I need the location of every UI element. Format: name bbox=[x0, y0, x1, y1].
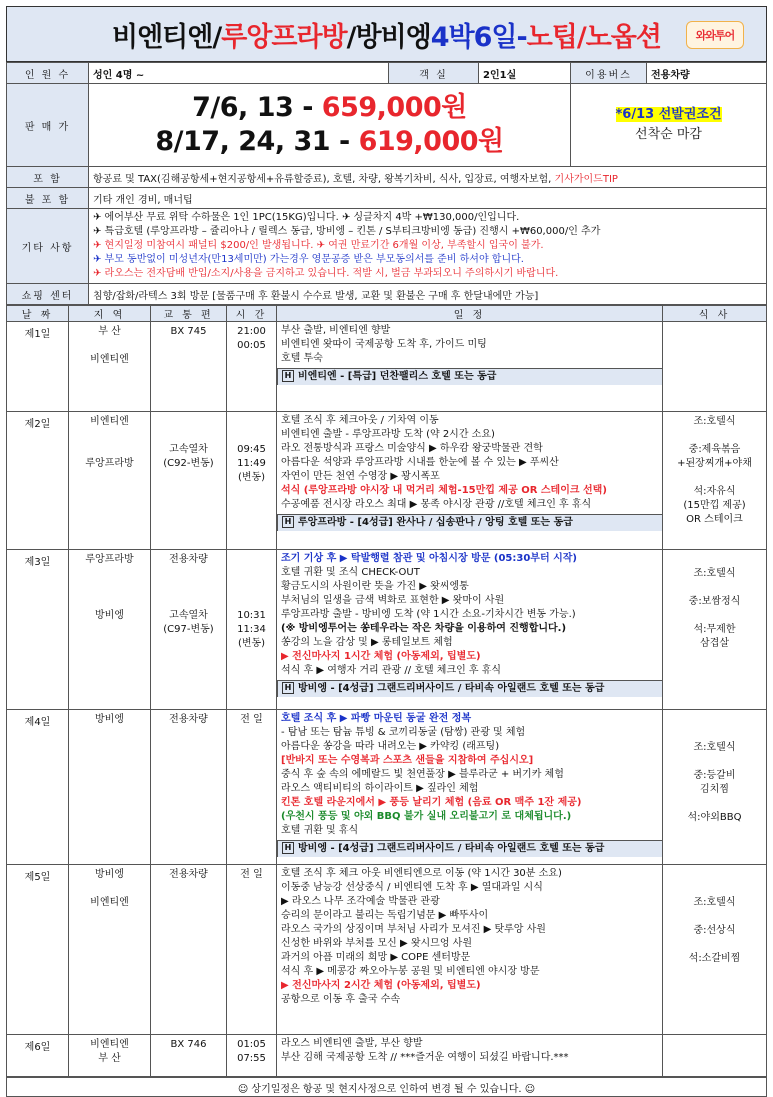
transport-line: 전용차량 bbox=[169, 714, 208, 725]
schedule-line: 아름다운 석양과 루앙프라방 시내를 한눈에 볼 수 있는 ▶ 푸씨산 bbox=[281, 457, 559, 468]
schedule-line: 석식 (루앙프라방 야시장 내 먹거리 체험-15만낍 제공 OR 스테이크 선택) bbox=[281, 485, 607, 496]
region-line: 방비엥 bbox=[95, 714, 124, 725]
etc-line: ✈ 에어부산 무료 위탁 수하물은 1인 1PC(15KG)입니다. ✈ 싱글차지 4박 +₩130,000/인입니다. bbox=[93, 212, 520, 223]
etc-line: ✈ 특급호텔 (루앙프라방 – 쥴리아나 / 릴렉스 동급, 방비엥 – 킨톤 / S부티크방비엥 동급) 진행시 +₩60,000/인 추가 bbox=[93, 226, 601, 237]
day-transport bbox=[151, 1035, 227, 1077]
time-line: 01:05 bbox=[237, 1039, 266, 1050]
meal-line: 중:등갈비 bbox=[693, 770, 736, 781]
time-line: 10:31 bbox=[237, 610, 266, 621]
hotel-icon: H bbox=[282, 682, 294, 694]
schedule-line: (※ 방비엥투어는 쏭테우라는 작은 차량을 이용하여 진행합니다.) bbox=[281, 623, 567, 634]
hotel-name: 방비엥 - [4성급] 그랜드리버사이드 / 타비속 아일랜드 호텔 또는 동급 bbox=[298, 843, 605, 854]
meal-line bbox=[667, 868, 762, 882]
day-region bbox=[69, 412, 151, 550]
meal-line: 조:호텔식 bbox=[693, 742, 736, 753]
tour-logo: 와와투어 bbox=[686, 21, 744, 49]
schedule-line: 비엔티엔 왓따이 국제공항 도착 후, 가이드 미팅 bbox=[281, 339, 487, 350]
day-transport bbox=[151, 412, 227, 550]
col-day: 날 짜 bbox=[7, 306, 69, 322]
time-line: 00:05 bbox=[237, 340, 266, 351]
day-meals bbox=[663, 550, 767, 710]
hotel-name: 방비엥 - [4성급] 그랜드리버사이드 / 타비속 아일랜드 호텔 또는 동급 bbox=[298, 683, 605, 694]
schedule-line: 부산 출발, 비엔티엔 향발 bbox=[281, 325, 391, 336]
time-line bbox=[231, 429, 272, 443]
schedule-line: 호텔 귀환 및 조식 CHECK-OUT bbox=[281, 567, 420, 578]
meal-line bbox=[667, 581, 762, 595]
region-line bbox=[73, 882, 146, 896]
transport-line: 전용차량 bbox=[169, 869, 208, 880]
day-label: 제2일 bbox=[7, 412, 69, 550]
time-line: 21:00 bbox=[237, 326, 266, 337]
day-time bbox=[227, 550, 277, 710]
transport-line: 전용차량 bbox=[169, 554, 208, 565]
day-schedule bbox=[277, 322, 663, 412]
day-meals bbox=[663, 865, 767, 1035]
time-line bbox=[231, 581, 272, 595]
title-part4: 4박6일- bbox=[430, 21, 527, 53]
meal-line bbox=[667, 755, 762, 769]
itinerary-page bbox=[6, 6, 767, 1097]
exclude-value: 기타 개인 경비, 매너팁 bbox=[89, 188, 767, 209]
meal-line: +된장찌개+야채 bbox=[677, 458, 752, 469]
include-label: 포 함 bbox=[7, 167, 89, 188]
day-label: 제5일 bbox=[7, 865, 69, 1035]
region-line: 방비엥 bbox=[95, 869, 124, 880]
time-line bbox=[231, 415, 272, 429]
room-label: 객 실 bbox=[389, 63, 479, 84]
schedule-line: 부산 김해 국제공항 도착 // ***즐거운 여행이 되셨길 바랍니다.*** bbox=[281, 1052, 569, 1063]
meal-line bbox=[667, 713, 762, 727]
day-schedule bbox=[277, 865, 663, 1035]
schedule-line: 과거의 아픔 미래의 희망 ▶ COPE 센터방문 bbox=[281, 952, 471, 963]
price-dates-2: 8/17, 24, 31 - bbox=[155, 126, 359, 157]
price-amount-1: 659,000원 bbox=[321, 92, 467, 123]
day-row bbox=[7, 322, 767, 412]
meal-line bbox=[667, 727, 762, 741]
region-line bbox=[73, 595, 146, 609]
shop-label: 쇼핑 센터 bbox=[7, 284, 89, 305]
transport-line: (C97-변동) bbox=[163, 624, 214, 635]
meal-line: 김치찜 bbox=[700, 784, 729, 795]
notice-line-1: *6/13 선발권조건 bbox=[615, 107, 722, 122]
hotel-bar bbox=[277, 680, 662, 697]
schedule-line: 황금도시의 사원이란 뜻을 가진 ▶ 왓씨엥통 bbox=[281, 581, 469, 592]
schedule-line: 라오 전통방식과 프랑스 미술양식 ▶ 하우캄 왕궁박물관 견학 bbox=[281, 443, 543, 454]
day-time bbox=[227, 865, 277, 1035]
meal-line: 중:보쌈정식 bbox=[688, 596, 741, 607]
price-cell bbox=[89, 84, 571, 167]
people-label: 인 원 수 bbox=[7, 63, 89, 84]
day-meals bbox=[663, 710, 767, 865]
schedule-line: 부처님의 일생을 금색 벽화로 표현한 ▶ 왓마이 사원 bbox=[281, 595, 505, 606]
day-label: 제1일 bbox=[7, 322, 69, 412]
schedule-line: (우천시 풍등 및 야외 BBQ 불가 실내 오리불고기 로 대체됩니다.) bbox=[281, 811, 572, 822]
schedule-lines bbox=[277, 412, 662, 512]
region-line: 비엔티엔 bbox=[90, 354, 129, 365]
meal-line: 석:소갈비찜 bbox=[688, 953, 741, 964]
day-row bbox=[7, 412, 767, 550]
transport-line bbox=[155, 429, 222, 443]
title-part5: 노팁/노옵션 bbox=[526, 21, 661, 53]
region-line: 루앙프라방 bbox=[85, 554, 134, 565]
time-line: 09:45 bbox=[237, 444, 266, 455]
region-line: 부 산 bbox=[98, 1053, 121, 1064]
price-line-2 bbox=[93, 125, 566, 159]
day-schedule bbox=[277, 412, 663, 550]
day-label: 제6일 bbox=[7, 1035, 69, 1077]
time-line bbox=[231, 567, 272, 581]
day-time bbox=[227, 1035, 277, 1077]
schedule-line: - 탐남 또는 탐늄 튜빙 & 코끼리동굴 (탐쌍) 관광 및 체험 bbox=[281, 727, 526, 738]
day-row bbox=[7, 1035, 767, 1077]
time-line bbox=[231, 595, 272, 609]
schedule-line: 라오스 국가의 상징이며 부처님 사리가 모셔진 ▶ 탓루앙 사원 bbox=[281, 924, 546, 935]
meal-line: 중:제육볶음 bbox=[688, 444, 741, 455]
meal-line: 석:야외BBQ bbox=[687, 812, 742, 823]
col-region: 지 역 bbox=[69, 306, 151, 322]
room-value: 2인1실 bbox=[479, 63, 571, 84]
schedule-line: 호텔 투숙 bbox=[281, 353, 323, 364]
hotel-bar bbox=[277, 514, 662, 531]
meal-line: 석:무제한 bbox=[693, 624, 736, 635]
schedule-line: 신성한 바위와 부처를 모신 ▶ 왓시므엉 사원 bbox=[281, 938, 472, 949]
meal-line bbox=[667, 882, 762, 896]
price-amount-2: 619,000원 bbox=[358, 126, 504, 157]
time-line: 전 일 bbox=[240, 869, 263, 880]
region-line: 비엔티엔 bbox=[90, 897, 129, 908]
day-schedule bbox=[277, 1035, 663, 1077]
day-meals bbox=[663, 1035, 767, 1077]
time-line: 11:49 bbox=[237, 458, 266, 469]
region-line: 비엔티엔 bbox=[90, 416, 129, 427]
schedule-line: 승리의 문이라고 불리는 독립기념문 ▶ 빠뚜사이 bbox=[281, 910, 489, 921]
time-line: (변동) bbox=[237, 638, 266, 649]
page-title bbox=[6, 6, 767, 62]
day-region bbox=[69, 1035, 151, 1077]
schedule-line: 비엔티엔 출발 - 루앙프라방 도착 (약 2시간 소요) bbox=[281, 429, 495, 440]
price-label: 판 매 가 bbox=[7, 84, 89, 167]
region-line bbox=[73, 567, 146, 581]
include-text: 항공료 및 TAX(김해공항세+현지공항세+유류할증료), 호텔, 차량, 왕복기차비, 식사, 입장료, 여행자보험, bbox=[93, 173, 555, 185]
time-line: (변동) bbox=[237, 472, 266, 483]
price-line-1 bbox=[93, 91, 566, 125]
title-part1: 비엔티엔/ bbox=[112, 21, 222, 53]
transport-line bbox=[155, 415, 222, 429]
day-time bbox=[227, 710, 277, 865]
transport-line bbox=[155, 581, 222, 595]
hotel-name: 비엔티엔 - [특급] 던찬팰리스 호텔 또는 동급 bbox=[298, 371, 497, 382]
region-line: 루앙프라방 bbox=[85, 458, 134, 469]
hotel-icon: H bbox=[282, 842, 294, 854]
etc-line: ✈ 현지일정 미참여시 패널티 $200/인 발생됩니다. ✈ 여권 만료기간 6개월 이상, 부족할시 입국이 불가. bbox=[93, 240, 544, 251]
bus-value: 전용차량 bbox=[647, 63, 767, 84]
schedule-line: 호텔 조식 후 체크아웃 / 기차역 이동 bbox=[281, 415, 439, 426]
schedule-line: 석식 후 ▶ 메콩강 짜오아누봉 공원 및 비엔티엔 야시장 방문 bbox=[281, 966, 540, 977]
col-transport: 교 통 편 bbox=[151, 306, 227, 322]
day-time bbox=[227, 412, 277, 550]
schedule-line: 아름다운 쏭강을 따라 내려오는 ▶ 카약킹 (래프팅) bbox=[281, 741, 500, 752]
meal-line: OR 스테이크 bbox=[686, 514, 743, 525]
meal-line: 중:선상식 bbox=[693, 925, 736, 936]
day-row bbox=[7, 550, 767, 710]
meal-line bbox=[667, 797, 762, 811]
include-value bbox=[89, 167, 767, 188]
day-meals bbox=[663, 412, 767, 550]
itinerary-table bbox=[6, 305, 767, 1077]
schedule-lines bbox=[277, 865, 662, 1007]
day-row bbox=[7, 865, 767, 1035]
meal-line: 삼겹살 bbox=[700, 638, 729, 649]
transport-line bbox=[155, 595, 222, 609]
day-region bbox=[69, 322, 151, 412]
time-line: 07:55 bbox=[237, 1053, 266, 1064]
title-part2: 루앙프라방 bbox=[221, 21, 347, 53]
schedule-lines bbox=[277, 1035, 662, 1065]
day-meals bbox=[663, 322, 767, 412]
footer-table bbox=[6, 1077, 767, 1097]
region-line bbox=[73, 339, 146, 353]
schedule-line: 루앙프라방 출발 - 방비엥 도착 (약 1시간 소요-기차시간 변동 가능.) bbox=[281, 609, 576, 620]
meal-line bbox=[667, 471, 762, 485]
region-line bbox=[73, 429, 146, 443]
schedule-line: 쏭강의 노을 감상 및 ▶ 롱테일보트 체험 bbox=[281, 637, 453, 648]
price-dates-1: 7/6, 13 - bbox=[192, 92, 322, 123]
time-line: 11:34 bbox=[237, 624, 266, 635]
transport-line: 고속열차 bbox=[169, 610, 208, 621]
region-line: 방비엥 bbox=[95, 610, 124, 621]
day-transport bbox=[151, 550, 227, 710]
col-time: 시 간 bbox=[227, 306, 277, 322]
meal-line bbox=[667, 938, 762, 952]
transport-line bbox=[155, 567, 222, 581]
day-transport bbox=[151, 865, 227, 1035]
time-line: 전 일 bbox=[240, 714, 263, 725]
col-schedule: 일 정 bbox=[277, 306, 663, 322]
region-line bbox=[73, 581, 146, 595]
hotel-bar bbox=[277, 840, 662, 857]
meal-line: 조:호텔식 bbox=[693, 568, 736, 579]
region-line: 부 산 bbox=[98, 326, 121, 337]
schedule-line: 수공예품 전시장 라오스 최대 ▶ 몽족 야시장 관광 //호텔 체크인 후 휴식 bbox=[281, 499, 592, 510]
meal-line bbox=[667, 429, 762, 443]
footer-note: ☺ 상기일정은 항공 및 현지사정으로 인하여 변경 될 수 있습니다. ☺ bbox=[7, 1078, 767, 1097]
schedule-line: 호텔 조식 후 ▶ 파빵 마운틴 동굴 완전 정복 bbox=[281, 713, 472, 724]
day-region bbox=[69, 550, 151, 710]
day-region bbox=[69, 865, 151, 1035]
schedule-lines bbox=[277, 710, 662, 838]
schedule-line: 킨톤 호텔 라운지에서 ▶ 풍등 날리기 체험 (음료 OR 맥주 1잔 제공) bbox=[281, 797, 582, 808]
col-meal: 식 사 bbox=[663, 306, 767, 322]
schedule-line: 중식 후 숲 속의 에메랄드 빛 천연풀장 ▶ 블루라군 + 버기카 체험 bbox=[281, 769, 564, 780]
hotel-icon: H bbox=[282, 370, 294, 382]
day-transport bbox=[151, 710, 227, 865]
include-text-red: 기사가이드TIP bbox=[554, 173, 618, 185]
schedule-line: ▶ 라오스 나무 조각예술 박물관 관광 bbox=[281, 896, 440, 907]
title-part3: /방비엥 bbox=[346, 21, 431, 53]
etc-line: ✈ 부모 동반없이 미성년자(만13세미만) 가는경우 영문공증 받은 부모동의서를 준비 하셔야 합니다. bbox=[93, 254, 524, 265]
schedule-line: 공항으로 이동 후 출국 수속 bbox=[281, 994, 400, 1005]
schedule-lines bbox=[277, 550, 662, 678]
day-transport bbox=[151, 322, 227, 412]
schedule-line: ▶ 전신마사지 1시간 체험 (아동제외, 팁별도) bbox=[281, 651, 481, 662]
region-line: 비엔티엔 bbox=[90, 1039, 129, 1050]
shop-value: 침향/잡화/라텍스 3회 방문 [물품구매 후 환불시 수수료 발생, 교환 및 환불은 구매 후 한달내에만 가능] bbox=[89, 284, 767, 305]
day-time bbox=[227, 322, 277, 412]
schedule-lines bbox=[277, 322, 662, 366]
schedule-line: 라오스 액티비티의 하이라이트 ▶ 짚라인 체험 bbox=[281, 783, 479, 794]
etc-line: ✈ 라오스는 전자담배 반입/소지/사용을 금지하고 있습니다. 적발 시, 벌금 부과되오니 주의하시기 바랍니다. bbox=[93, 268, 559, 279]
booking-notice bbox=[571, 84, 767, 167]
schedule-line: 라오스 비엔티엔 출발, 부산 향발 bbox=[281, 1038, 423, 1049]
meal-line: (15만낍 제공) bbox=[683, 500, 746, 511]
schedule-line: ▶ 전신마사지 2시간 체험 (아동제외, 팁별도) bbox=[281, 980, 481, 991]
schedule-line: 호텔 귀환 및 휴식 bbox=[281, 825, 359, 836]
schedule-line: [반바지 또는 수영복과 스포츠 샌들을 지참하여 주십시오] bbox=[281, 755, 534, 766]
meal-line bbox=[667, 609, 762, 623]
transport-line: 고속열차 bbox=[169, 444, 208, 455]
schedule-line: 이동중 남능강 선상중식 / 비엔티엔 도착 후 ▶ 열대과일 시식 bbox=[281, 882, 543, 893]
time-line bbox=[231, 553, 272, 567]
day-label: 제3일 bbox=[7, 550, 69, 710]
schedule-line: 호텔 조식 후 체크 아웃 비엔티엔으로 이동 (약 1시간 30분 소요) bbox=[281, 868, 562, 879]
etc-label: 기타 사항 bbox=[7, 209, 89, 284]
day-region bbox=[69, 710, 151, 865]
people-value: 성인 4명 ~ bbox=[89, 63, 389, 84]
meal-line bbox=[667, 910, 762, 924]
hotel-name: 루앙프라방 - [4성급] 완사나 / 십송판나 / 앙팅 호텔 또는 동급 bbox=[298, 517, 573, 528]
notice-line-2: 선착순 마감 bbox=[635, 127, 702, 142]
transport-line: BX 745 bbox=[170, 326, 207, 337]
bus-label: 이용버스 bbox=[571, 63, 647, 84]
transport-line: BX 746 bbox=[170, 1039, 207, 1050]
transport-line: (C92-변동) bbox=[163, 458, 214, 469]
hotel-bar bbox=[277, 368, 662, 385]
schedule-line: 석식 후 ▶ 여행자 거리 관광 // 호텔 체크인 후 휴식 bbox=[281, 665, 502, 676]
meal-line: 조:호텔식 bbox=[693, 897, 736, 908]
day-label: 제4일 bbox=[7, 710, 69, 865]
exclude-label: 불 포 함 bbox=[7, 188, 89, 209]
day-schedule bbox=[277, 550, 663, 710]
etc-notes bbox=[89, 209, 767, 284]
schedule-line: 자연이 만든 천연 수영장 ▶ 꽝시폭포 bbox=[281, 471, 440, 482]
day-row bbox=[7, 710, 767, 865]
info-table bbox=[6, 62, 767, 305]
day-schedule bbox=[277, 710, 663, 865]
region-line bbox=[73, 443, 146, 457]
schedule-line: 조기 기상 후 ▶ 탁발행렬 참관 및 아침시장 방문 (05:30부터 시작) bbox=[281, 553, 577, 564]
meal-line: 석:자유식 bbox=[693, 486, 736, 497]
hotel-icon: H bbox=[282, 516, 294, 528]
meal-line bbox=[667, 553, 762, 567]
meal-line: 조:호텔식 bbox=[693, 416, 736, 427]
